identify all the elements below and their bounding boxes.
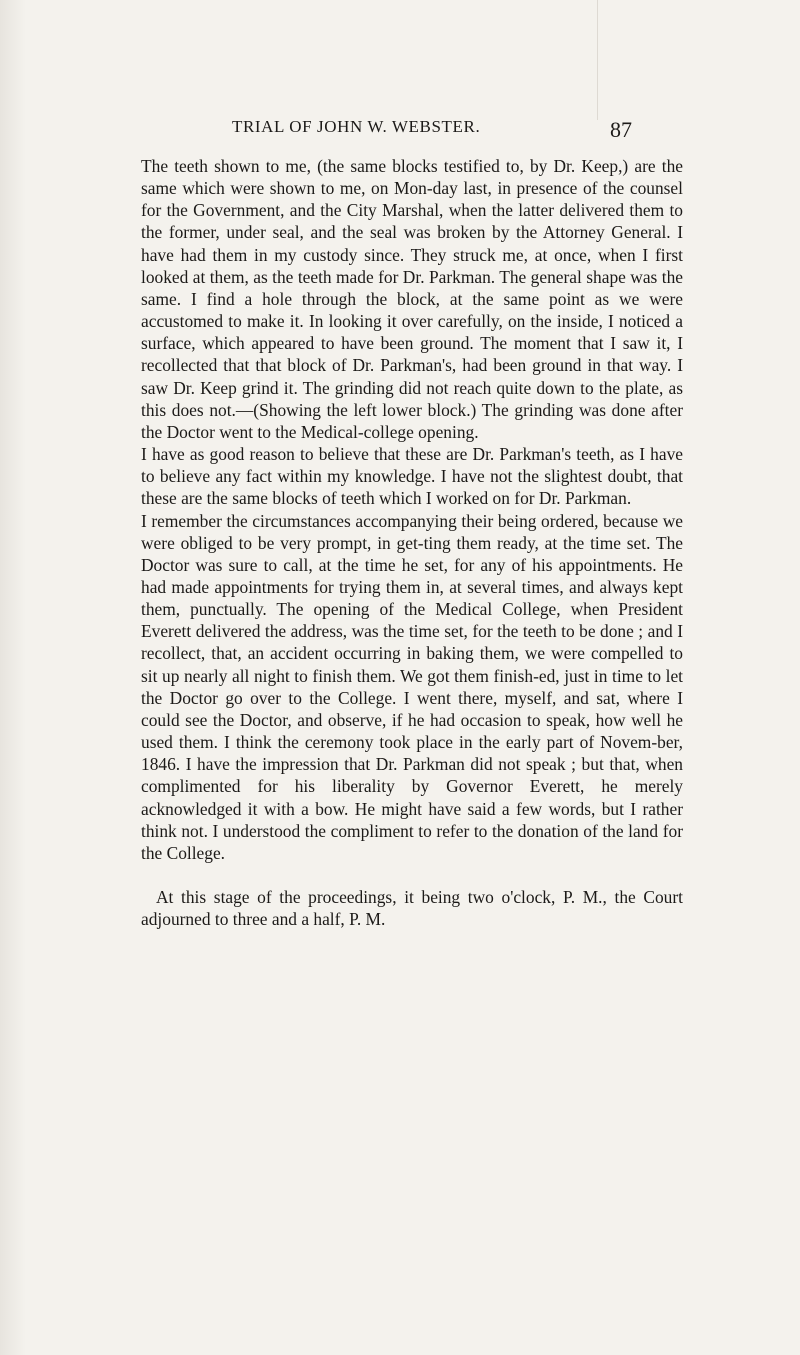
paragraph-adjournment: At this stage of the proceedings, it being two o'clock, P. M., the Court adjourned to three and a half, P. M. bbox=[141, 887, 683, 930]
page-number: 87 bbox=[610, 117, 632, 142]
running-title: TRIAL OF JOHN W. WEBSTER. bbox=[232, 117, 481, 136]
paper-crease bbox=[597, 0, 598, 120]
paragraph-circumstances: I remember the circumstances accompanying their being ordered, because we were obliged to be very prompt, in get-ting them ready, at the time set. The Doctor was sure to call, at the time he set, for any of his appointments. He had made appointments for trying them in, at several times, and always kept them, punctually. The opening of the Medical College, when President Everett delivered the address, was the time set, for the teeth to be done ; and I recollect, that, an accident occurring in baking them, we were compelled to sit up nearly all night to finish them. We got them finish-ed, just in time to let the Doctor go over to the College. I went there, myself, and sat, where I could see the Doctor, and observe, if he had occasion to speak, how well he used them. I think the ceremony took place in the early part of Novem-ber, 1846. I have the impression that Dr. Parkman did not speak ; but that, when complimented for his liberality by Governor Everett, he merely acknowledged it with a bow. He might have said a few words, but I rather think not. I understood the compliment to refer to the donation of the land for the College. bbox=[141, 510, 683, 863]
body-text bbox=[141, 155, 683, 930]
page-fold-shadow bbox=[0, 0, 26, 1355]
paragraph-teeth-shown: The teeth shown to me, (the same blocks testified to, by Dr. Keep,) are the same which were shown to me, on Mon-day last, in presence of the counsel for the Government, and the City Marshal, when the latter delivered them to the former, under seal, and the seal was broken by the Attorney General. I have had them in my custody since. They struck me, at once, when I first looked at them, as the teeth made for Dr. Parkman. The general shape was the same. I find a hole through the block, at the same point as we were accustomed to make it. In looking it over carefully, on the inside, I noticed a surface, which appeared to have been ground. The moment that I saw it, I recollected that that block of Dr. Parkman's, had been ground in that way. I saw Dr. Keep grind it. The grinding did not reach quite down to the plate, as this does not.—(Showing the left lower block.) The grinding was done after the Doctor went to the Medical-college opening. bbox=[141, 156, 683, 442]
page-header bbox=[0, 117, 800, 143]
paragraph-belief: I have as good reason to believe that these are Dr. Parkman's teeth, as I have to believe any fact within my knowledge. I have not the slightest doubt, that these are the same blocks of teeth which I worked on for Dr. Parkman. bbox=[141, 444, 683, 509]
